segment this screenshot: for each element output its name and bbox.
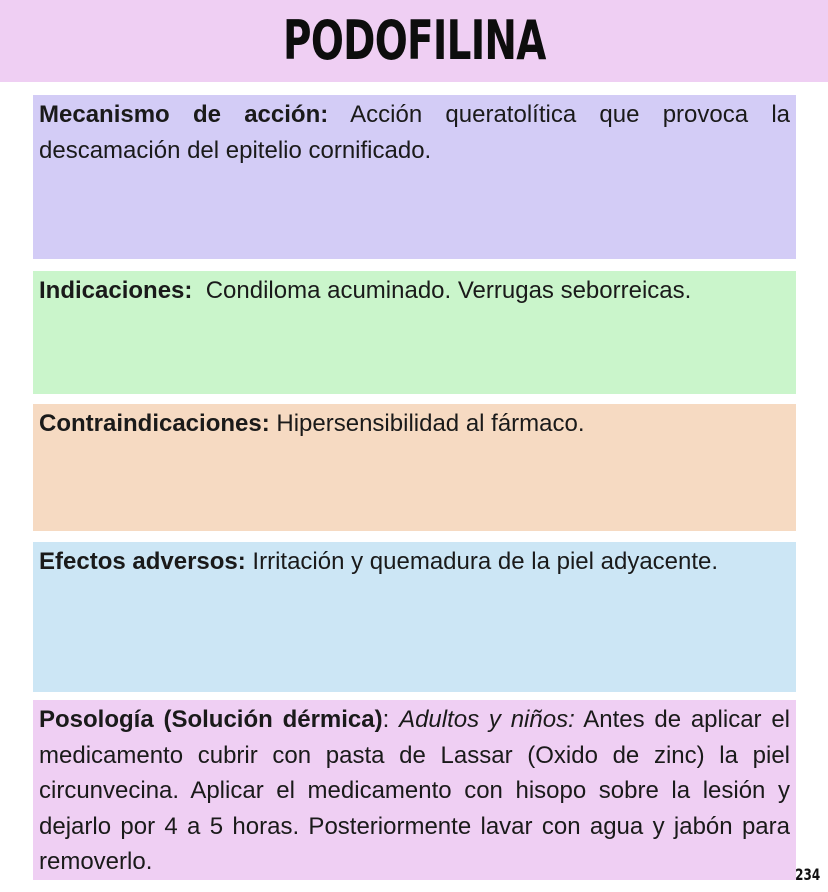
section-efectos-label: Efectos adversos: xyxy=(39,548,246,575)
section-contraindicaciones-label: Contraindicaciones: xyxy=(39,410,270,437)
section-mecanismo-body xyxy=(39,97,790,169)
section-posologia-colon: : xyxy=(382,706,400,733)
section-posologia-label: Posología (Solución dérmica) xyxy=(39,706,383,733)
section-efectos-text: Irritación y quemadura de la piel adyacente. xyxy=(245,548,719,575)
page-number: 234 xyxy=(794,865,820,884)
title-banner xyxy=(0,0,828,82)
section-efectos-body xyxy=(39,544,790,580)
section-indicaciones-body xyxy=(39,273,790,309)
section-efectos-adversos xyxy=(33,542,796,692)
section-indicaciones xyxy=(33,271,796,394)
section-contraindicaciones-text: Hipersensibilidad al fármaco. xyxy=(269,410,585,437)
section-mecanismo xyxy=(33,95,796,259)
section-posologia xyxy=(33,700,796,880)
section-posologia-body xyxy=(39,702,790,880)
section-contraindicaciones xyxy=(33,404,796,531)
section-contraindicaciones-body xyxy=(39,406,790,442)
section-posologia-audience: Adultos y niños: xyxy=(399,706,575,733)
section-posologia-text: Antes de aplicar el medicamento cubrir con pasta de Lassar (Oxido de zinc) la piel circunvecina. Aplicar el medicamento con hisopo sobre la lesión y dejarlo por 4 a 5 horas. Posteriormente lavar con agua y jabón para removerlo. xyxy=(39,706,791,875)
section-indicaciones-label: Indicaciones: xyxy=(39,277,193,304)
section-indicaciones-text: Condiloma acuminado. Verrugas seborreicas. xyxy=(192,277,692,304)
section-mecanismo-text: Acción queratolítica que provoca la descamación del epitelio cornificado. xyxy=(39,101,791,164)
page-title: PODOFILINA xyxy=(282,9,546,72)
section-mecanismo-label: Mecanismo de acción: xyxy=(39,101,329,128)
